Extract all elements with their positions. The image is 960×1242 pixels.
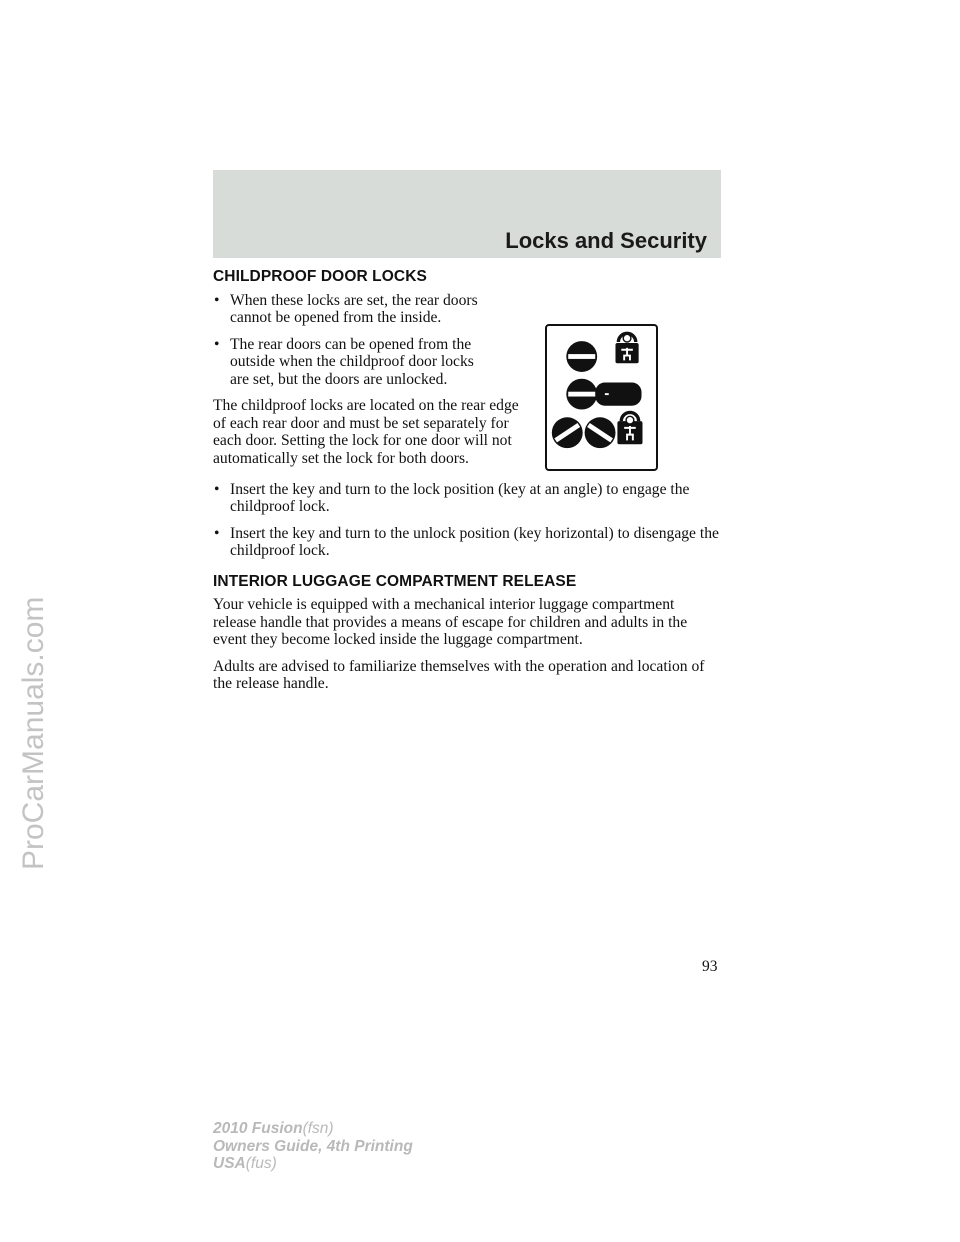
childproof-location-paragraph: The childproof locks are located on the rear edge of each rear door and must be set separately for each door. Setting the lock for one door will not automatically set the lock for both doors. <box>213 397 519 467</box>
footer-model: 2010 Fusion <box>213 1120 303 1137</box>
childproof-lock-icon <box>547 326 656 469</box>
footer-model-code: (fsn) <box>302 1120 334 1137</box>
luggage-release-heading: INTERIOR LUGGAGE COMPARTMENT RELEASE <box>213 572 577 590</box>
watermark-container <box>14 596 54 870</box>
section-header-band <box>213 170 721 258</box>
childproof-lock-diagram <box>545 324 658 471</box>
bullet-rear-doors-outside: • The rear doors can be opened from the outside when the childproof door locks are set, but the doors are unlocked. <box>213 336 485 389</box>
luggage-release-paragraph: Your vehicle is equipped with a mechanical interior luggage compartment release handle that provides a means of escape for children and adults in the event they become locked inside the luggage compartment. <box>213 596 688 648</box>
footer-region: USA <box>213 1155 246 1172</box>
luggage-release-advice: Adults are advised to familiarize themselves with the operation and location of the release handle. <box>213 657 705 692</box>
bullet-rear-doors-locked: • When these locks are set, the rear doors cannot be opened from the inside. <box>213 292 485 327</box>
bullet-engage-lock: • Insert the key and turn to the lock position (key at an angle) to engage the childproof lock. <box>213 481 721 516</box>
section-title: Locks and Security <box>505 228 707 253</box>
childproof-locks-heading: CHILDPROOF DOOR LOCKS <box>213 268 427 285</box>
footer-region-code: (fus) <box>245 1155 277 1172</box>
bullet-disengage-lock: • Insert the key and turn to the unlock position (key horizontal) to disengage the childproof lock. <box>213 525 721 560</box>
site-watermark: ProCarManuals.com <box>17 596 50 870</box>
footer-print-info <box>213 1120 413 1173</box>
footer-guide: Owners Guide, 4th Printing <box>213 1137 413 1155</box>
page-number: 93 <box>702 958 718 975</box>
page-body <box>213 268 721 702</box>
